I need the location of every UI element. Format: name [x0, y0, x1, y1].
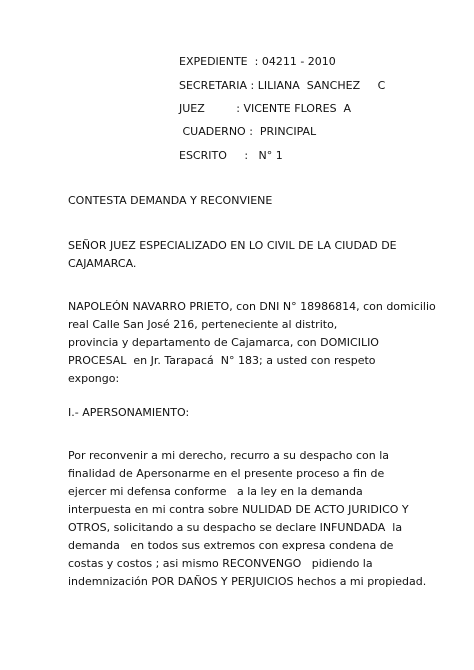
paragraph-line: demanda en todos sus extremos con expresa condena de: [68, 539, 394, 552]
paragraph-line: indemnización POR DAÑOS Y PERJUICIOS hechos a mi propiedad.: [68, 575, 427, 588]
paragraph-line: costas y costos ; asi mismo RECONVENGO pidiendo la: [68, 557, 373, 570]
escrito-line: ESCRITO : N° 1: [179, 149, 283, 162]
juez-line: JUEZ : VICENTE FLORES A: [179, 102, 352, 115]
paragraph-line: real Calle San José 216, perteneciente al distrito,: [68, 318, 338, 331]
section-heading: I.- APERSONAMIENTO:: [68, 406, 190, 419]
addressee-line: CAJAMARCA.: [68, 257, 137, 270]
paragraph-line: PROCESAL en Jr. Tarapacá N° 183; a usted con respeto: [68, 354, 376, 367]
paragraph-line: NAPOLEÓN NAVARRO PRIETO, con DNI N° 18986814, con domicilio: [68, 300, 436, 313]
cuaderno-line: CUADERNO : PRINCIPAL: [179, 125, 317, 138]
sumilla: CONTESTA DEMANDA Y RECONVIENE: [68, 194, 273, 207]
paragraph-line: provincia y departamento de Cajamarca, con DOMICILIO: [68, 336, 379, 349]
secretaria-line: SECRETARIA : LILIANA SANCHEZ C: [179, 79, 386, 92]
paragraph-line: finalidad de Apersonarme en el presente proceso a fin de: [68, 467, 385, 480]
paragraph-line: ejercer mi defensa conforme a la ley en la demanda: [68, 485, 363, 498]
addressee-line: SEÑOR JUEZ ESPECIALIZADO EN LO CIVIL DE LA CIUDAD DE: [68, 239, 397, 252]
paragraph-line: expongo:: [68, 372, 120, 385]
expediente-line: EXPEDIENTE : 04211 - 2010: [179, 55, 336, 68]
paragraph-line: interpuesta en mi contra sobre NULIDAD DE ACTO JURIDICO Y: [68, 503, 409, 516]
paragraph-line: Por reconvenir a mi derecho, recurro a su despacho con la: [68, 449, 389, 462]
paragraph-line: OTROS, solicitando a su despacho se declare INFUNDADA la: [68, 521, 403, 534]
